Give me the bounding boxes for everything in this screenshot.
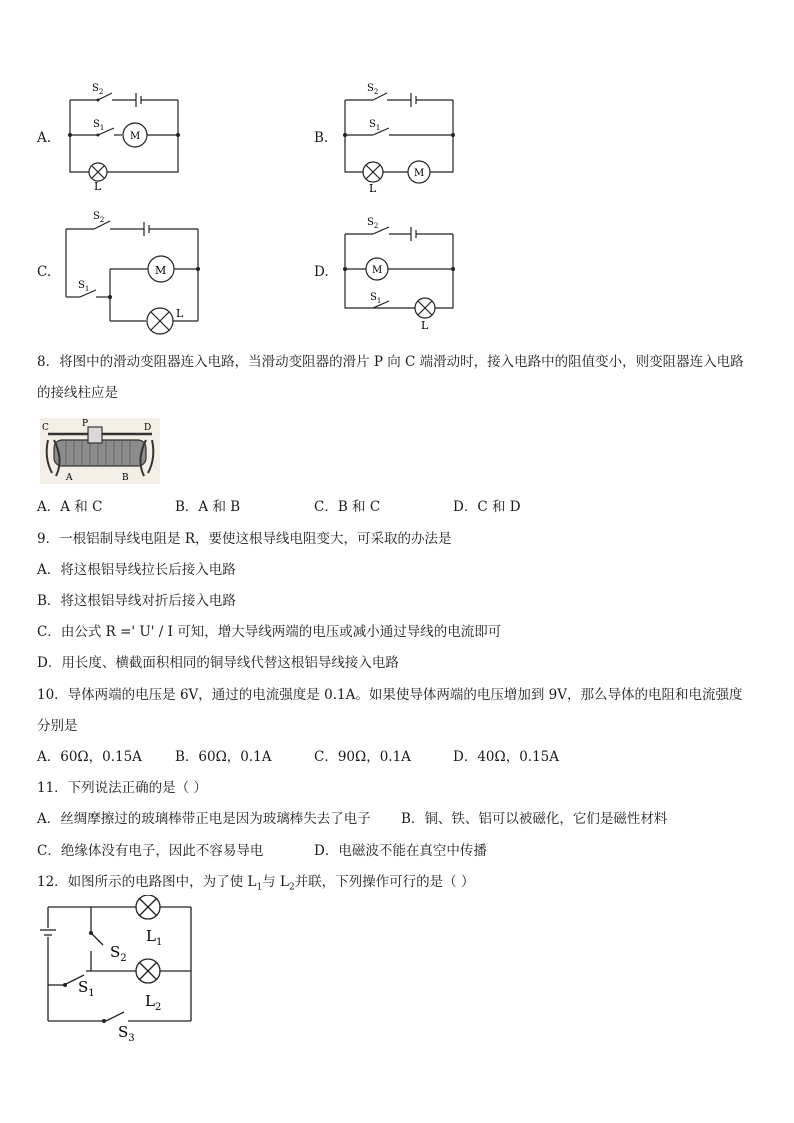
q8-option-b[interactable]: B．A 和 B	[175, 499, 241, 515]
q7-option-b-label[interactable]: B.	[314, 130, 329, 146]
q7a-motor-label: M	[130, 131, 141, 142]
q12-circuit	[38, 895, 208, 1045]
q8-stem-line2: 的接线柱应是	[37, 385, 118, 401]
rheostat-figure	[40, 418, 160, 484]
svg-text:M: M	[155, 264, 167, 277]
q10-stem-line1: 10．导体两端的电压是 6V，通过的电流强度是 0.1A。如果使导体两端的电压增加到 9V，那么导体的电阻和电流强度	[37, 687, 743, 703]
q9-option-b[interactable]: B．将这根铝导线对折后接入电路	[37, 593, 236, 609]
rheostat-label-c: C	[42, 423, 49, 433]
q7a-s1-label: $S_1$	[93, 119, 105, 132]
q12-label-s1: $S_1$	[78, 978, 95, 999]
svg-text:S2: $S_2$	[367, 217, 379, 230]
q7-option-d-label[interactable]: D.	[314, 264, 329, 280]
q7-circuit-c	[58, 207, 208, 337]
q10-stem-line2: 分别是	[37, 718, 78, 734]
q9-stem: 9．一根铝制导线电阻是 R，要使这根导线电阻变大，可采取的办法是	[37, 531, 452, 547]
svg-text:S2: $S_2$	[93, 211, 105, 224]
q10-option-d[interactable]: D．40Ω，0.15A	[453, 749, 560, 765]
rheostat-label-a: A	[66, 473, 73, 483]
q9-option-a[interactable]: A．将这根铝导线拉长后接入电路	[37, 562, 236, 578]
q12-label-l1: $L_1$	[146, 927, 163, 948]
q11-option-c[interactable]: C．绝缘体没有电子，因此不容易导电	[37, 843, 264, 859]
svg-text:S1: $S_1$	[369, 119, 381, 132]
q12-label-l2: $L_2$	[145, 992, 162, 1013]
q12-stem: 12．如图所示的电路图中，为了使 $L_1$与 $L_2$并联，下列操作可行的是（ ）	[37, 874, 475, 893]
q11-option-b[interactable]: B．铜、铁、铝可以被磁化，它们是磁性材料	[401, 811, 668, 827]
svg-text:S2: $S_2$	[367, 83, 379, 96]
q8-option-a[interactable]: A．A 和 C	[37, 499, 103, 515]
svg-text:M: M	[414, 168, 425, 179]
svg-text:S1: $S_1$	[78, 280, 90, 293]
q10-option-a[interactable]: A．60Ω，0.15A	[37, 749, 142, 765]
q7-option-a-label[interactable]: A.	[37, 130, 52, 146]
q8-stem-line1: 8．将图中的滑动变阻器连入电路，当滑动变阻器的滑片 P 向 C 端滑动时，接入电路中的阻值变小，则变阻器连入电路	[37, 354, 744, 370]
q7-circuit-a	[60, 80, 190, 190]
rheostat-label-d: D	[144, 423, 152, 433]
svg-text:L: L	[369, 182, 377, 195]
q10-option-c[interactable]: C．90Ω，0.1A	[314, 749, 411, 765]
q9-option-d[interactable]: D．用长度、横截面积相同的铜导线代替这根铝导线接入电路	[37, 655, 399, 671]
svg-text:L: L	[176, 307, 184, 320]
q8-option-d[interactable]: D．C 和 D	[453, 499, 521, 515]
q7-circuit-b	[335, 80, 465, 195]
q7a-s2-label: $S_2$	[92, 83, 104, 96]
svg-text:M: M	[372, 265, 383, 276]
q8-option-c[interactable]: C．B 和 C	[314, 499, 381, 515]
q12-label-s2: $S_2$	[110, 943, 127, 964]
q11-option-a[interactable]: A．丝绸摩擦过的玻璃棒带正电是因为玻璃棒失去了电子	[37, 811, 371, 827]
q11-option-d[interactable]: D．电磁波不能在真空中传播	[314, 843, 487, 859]
q11-stem: 11．下列说法正确的是（ ）	[37, 780, 207, 796]
q7a-lamp-label: L	[94, 180, 102, 190]
q10-option-b[interactable]: B．60Ω，0.1A	[175, 749, 272, 765]
q12-label-s3: $S_3$	[118, 1023, 135, 1044]
rheostat-label-b: B	[122, 473, 129, 483]
svg-text:S1: $S_1$	[370, 292, 382, 305]
svg-text:L: L	[421, 319, 429, 332]
q9-option-c[interactable]: C．由公式 R =' U' / I 可知，增大导线两端的电压或减小通过导线的电流即可	[37, 624, 502, 640]
rheostat-label-p: P	[82, 419, 89, 429]
q7-option-c-label[interactable]: C.	[37, 264, 52, 280]
q7-circuit-d	[335, 212, 465, 332]
